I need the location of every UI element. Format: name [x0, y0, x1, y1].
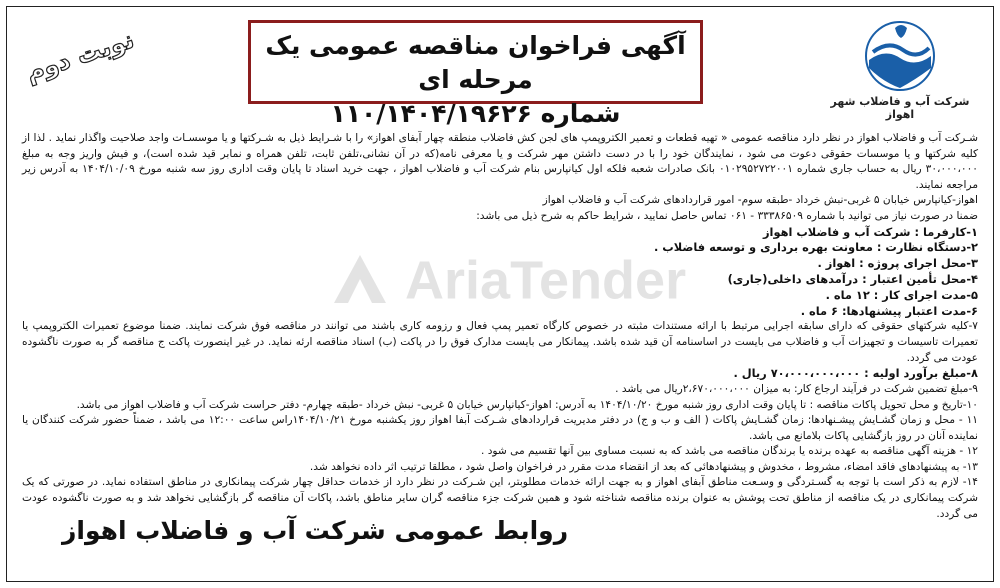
item-contractors: ۱۴- لازم به ذکر است با توجه به گسـتردگی و وسـعت مناطق آبفای اهواز و به جهت ارائه خدمات مطلوبتر، این شـرکت در نظر دارد از خدمات حداقل چهار شرکت پیمانکاری در مناطق استفاده نماید. در صورتی که یک شرکت پیمانکاری در یک مناقصه از مناطق تحت پوشش به عنوان برنده مناقصه شناخته شود و همین شرکت جزء مناقصه گران سایر مناطق باشد، پاکات آن مناقصه گر بازگشایی نخواهد شد و به صورت ناگشوده عودت می گردد. — [22, 476, 978, 520]
item-project-location: ۳-محل اجرای پروژه : اهواز . — [817, 256, 978, 271]
item-duration: ۵-مدت اجرای کار : ۱۲ ماه . — [825, 287, 978, 302]
item-employer: ۱-کارفرما : شرکت آب و فاضلاب اهواز — [762, 224, 978, 239]
water-drop-logo-icon — [855, 18, 945, 93]
item-estimate: ۸-مبلغ برآورد اولیه : ۷۰،۰۰۰،۰۰۰،۰۰۰ ریال . — [733, 366, 978, 381]
item-supervisor: ۲-دستگاه نظارت : معاونت بهره برداری و توسعه فاضلاب . — [654, 240, 978, 255]
item-delivery: ۱۰-تاریخ و محل تحویل پاکات مناقصه : تا پایان وقت اداری روز شنبه مورخ ۱۴۰۴/۱۰/۲۰ به آدرس: اهواز-کیانپارس خیابان ۵ غربی- نبش خرداد -طبقه چهارم- دفتر حراست شرکت آب و فاضلاب اهواز می باشد. — [76, 398, 978, 411]
address-line: اهواز-کیانپارس خیابان ۵ غربی-نبش خرداد -طبقه سوم- امور قراردادهای شرکت آب و فاضلاب اهواز — [542, 194, 978, 207]
intro-paragraph: شـرکت آب و فاضلاب اهواز در نظر دارد مناقصه عمومی « تهیه قطعات و تعمیر الکتروپمپ های لجن کش فاضلاب منطقه چهار آبفای اهواز» را با شـرایط ذیل به شـرکتها و یا موسسـات واجد صلاحیت واگذار نماید . لذا از کلیه شرکتها و یا موسسات حقوقی دعوت می شود ، نمایندگان خود را با در دست داشتن مهر شرکت و یا معرفی نامه(که در آن نشانی،تلفن ثابت، تلفن همراه و نمابر قید شده است)، و فیش واریز وجه به مبلغ ۳۰،۰۰۰،۰۰۰ ریال به حساب جاری شماره ۰۱۰۲۹۵۲۷۲۲۰۰۱ بانک صادرات شعبه فلکه اول کیانپارس بنام شرکت آب و فاضلاب اهواز ، جهت خرید اسناد تا پایان وقت اداری روز سه شنبه مورخ ۱۴۰۴/۱۰/۰۹ به آدرس زیر مراجعه نمایند. — [22, 132, 978, 191]
second-round-badge: نوبت دوم — [22, 25, 138, 87]
notice-title: آگهی فراخوان مناقصه عمومی یک مرحله ای — [265, 31, 686, 94]
notice-number: شماره ۱۱۰/۱۴۰۴/۱۹۶۲۶ — [330, 99, 621, 128]
contact-line: ضمنا در صورت نیاز می توانید با شماره ۳۳۳۸۶۵۰۹ - ۰۶۱ تماس حاصل نمایید ، شرایط حاکم به شرح ذیل می باشد: — [476, 209, 978, 222]
item-funding-source: ۴-محل تأمین اعتبار : درآمدهای داخلی(جاری) — [727, 271, 978, 286]
notice-body — [22, 131, 978, 522]
item-opening: ۱۱ - محل و زمان گشـایش پیشـنهادها: زمان گشـایش پاکات ( الف و ب و ج) در دفتر مدیریت قراردادهای شـرکت آبفا اهواز روز یکشنبه مورخ ۱۴۰۴/۱۰/۲۱راس ساعت ۱۲:۰۰ می باشد ، ضمناً حضور شرکت کنندگان یا نماینده آنان در روز بازگشایی پاکات بلامانع می باشد. — [22, 414, 978, 442]
company-logo-name: شرکت آب و فاضلاب شهر اهواز — [830, 95, 970, 121]
item-validity: ۶-مدت اعتبار پیشنهادها: ۶ ماه . — [800, 303, 978, 318]
item-invalid-bids: ۱۳- به پیشنهادهای فاقد امضاء، مشروط ، مخدوش و پیشنهادهائی که بعد از انقضاء مدت مقرر در فراخوان واصل شود ، مطلقا ترتیب اثر داده نخواهد شد. — [309, 460, 978, 473]
signature: روابط عمومی شرکت آب و فاضلاب اهواز — [62, 516, 569, 545]
watermark-brand: AriaTender — [405, 250, 687, 311]
company-logo — [820, 18, 980, 121]
title-box — [248, 20, 703, 128]
item-eligibility: ۷-کلیه شرکتهای حقوقی که دارای سابقه اجرایی مرتبط با ارائه مستندات مثبته در خصوص کارگاه تعمیر پمپ فعال و رزومه کاری باشند می توانند در مناقصه فوق شرکت نمایند. ضمنا موضوع تعمیرات الکتروپمپ یا تعمیرات تاسیسات و تجهیزات آب و فاضلاب می بایست در اساسنامه آن قید شده باشد. پیمانکار می بایست مدارک فوق را در پاکت (ب) اسناد مناقصه ارئه نماید. در غیر اینصورت پاکت ج مناقصه گر به صورت ناگشوده عودت می گردد. — [22, 320, 978, 364]
item-ad-cost: ۱۲ - هزینه آگهی مناقصه به عهده برنده یا برندگان مناقصه می باشد که به نسبت مساوی بین آنها تقسیم می شود . — [480, 445, 978, 458]
item-guarantee: ۹-مبلغ تضمین شرکت در فرآیند ارجاع کار: به میزان ۲،۶۷۰،۰۰۰،۰۰۰ریال می باشد . — [615, 382, 978, 395]
